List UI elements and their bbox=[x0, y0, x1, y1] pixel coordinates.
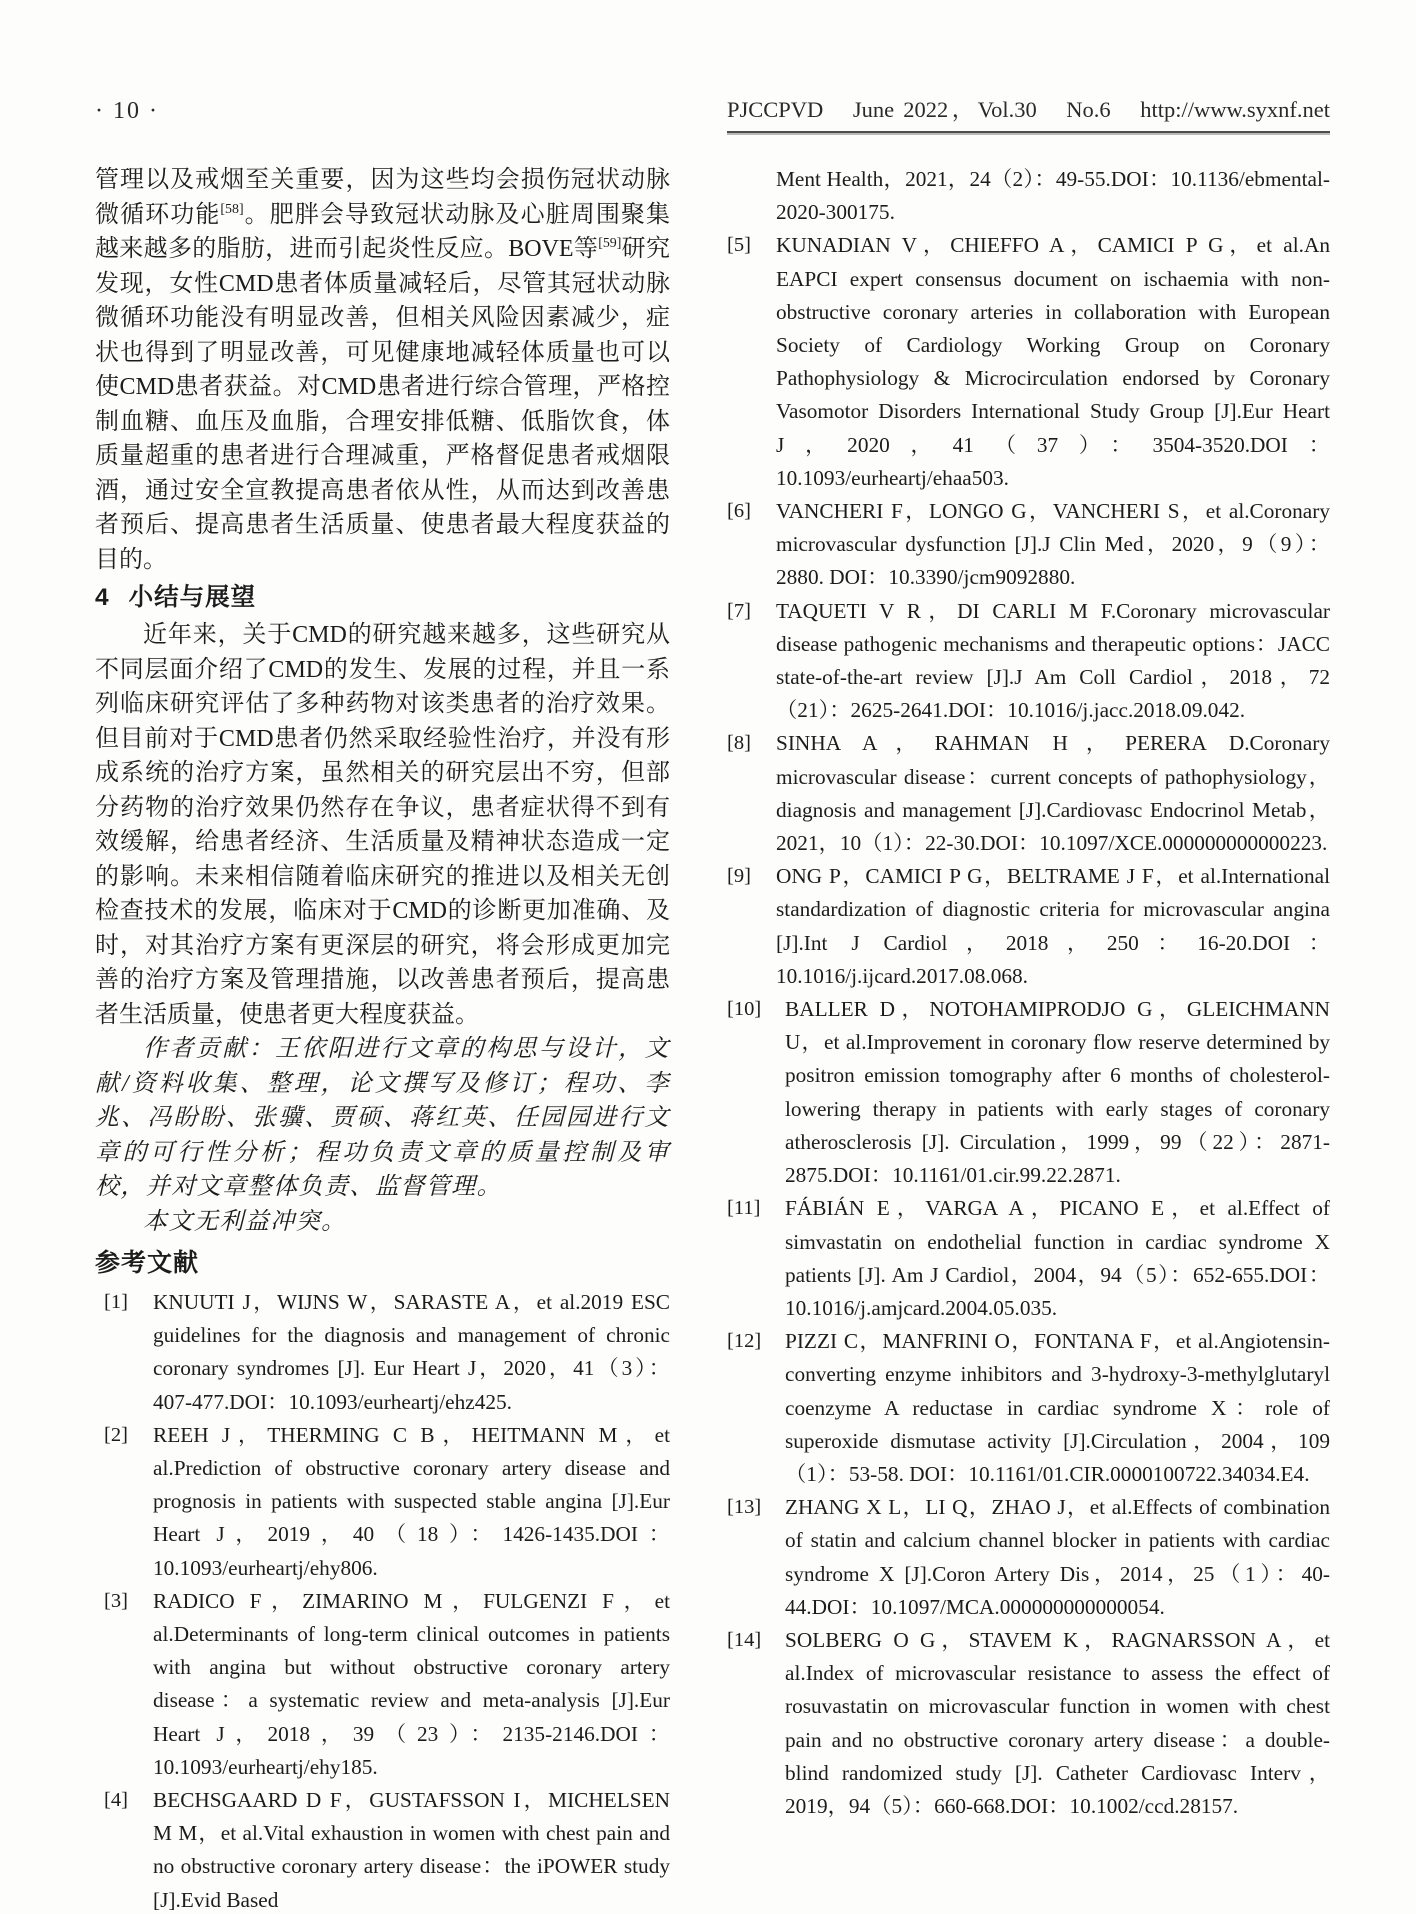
reference-item-3 bbox=[95, 1585, 670, 1784]
reference-text: BALLER D，NOTOHAMIPRODJO G，GLEICHMANN U，et al.Improvement in coronary flow reserve determined by positron emission tomography after 6 months of cholesterol-lowering therapy in patients with early stages of coronary atherosclerosis [J]. Circulation，1999，99（22）：2871-2875.DOI：10.1161/01.cir.99.22.2871. bbox=[785, 997, 1330, 1188]
summary-paragraph: 近年来，关于CMD的研究越来越多，这些研究从不同层面介绍了CMD的发生、发展的过程，并且一系列临床研究评估了多种药物对该类患者的治疗效果。但目前对于CMD患者仍然采取经验性治疗，并没有形成系统的治疗方案，虽然相关的研究层出不穷，但部分药物的治疗效果仍然存在争议，患者症状得不到有效缓解，给患者经济、生活质量及精神状态造成一定的影响。未来相信随着临床研究的推进以及相关无创检查技术的发展，临床对于CMD的诊断更加准确、及时，对其治疗方案有更深层的研究，将会形成更加完善的治疗方案及管理措施，以改善患者预后，提高患者生活质量，使患者更大程度获益。 bbox=[95, 622, 670, 1028]
reference-label: [11] bbox=[727, 1197, 761, 1220]
page-number: · 10 · bbox=[95, 98, 159, 124]
reference-label: [10] bbox=[727, 998, 762, 1021]
right-column bbox=[727, 163, 1330, 1914]
reference-text: ONG P，CAMICI P G，BELTRAME J F，et al.International standardization of diagnostic criteria for microvascular angina [J].Int J Cardiol，2018，250：16-20.DOI：10.1016/j.ijcard.2017.08.068. bbox=[776, 864, 1330, 988]
reference-text: KNUUTI J，WIJNS W，SARASTE A，et al.2019 ESC guidelines for the diagnosis and management of chronic coronary syndromes [J]. Eur Heart J，2020，41（3）：407-477.DOI：10.1093/eurheartj/ehz425. bbox=[153, 1290, 670, 1414]
body-paragraph-continued bbox=[95, 163, 670, 577]
reference-text: Ment Health，2021，24（2）：49-55.DOI：10.1136/ebmental-2020-300175. bbox=[776, 167, 1330, 225]
reference-item-4 bbox=[95, 1784, 670, 1914]
reference-label: [7] bbox=[727, 599, 751, 622]
reference-item-11 bbox=[727, 1192, 1330, 1325]
reference-label: [13] bbox=[727, 1496, 762, 1519]
section-title: 小结与展望 bbox=[128, 584, 257, 611]
reference-text: REEH J，THERMING C B，HEITMANN M，et al.Prediction of obstructive coronary artery disease and prognosis in patients with suspected stable angina [J].Eur Heart J，2019，40（18）：1426-1435.DOI：10.1093/eurheartj/ehy806. bbox=[153, 1422, 670, 1580]
author-contribution-statement: 作者贡献：王依阳进行文章的构思与设计，文献/资料收集、整理，论文撰写及修订；程功、李兆、冯盼盼、张骥、贾硕、蒋红英、任园园进行文章的可行性分析；程功负责文章的质量控制及审校，并对文章整体负责、监督管理。 bbox=[95, 1036, 670, 1200]
references-list-right bbox=[727, 163, 1330, 1823]
paragraph-text: 管理以及戒烟至关重要，因为这些均会损伤冠状动脉微循环功能 bbox=[95, 167, 670, 228]
reference-item-2 bbox=[95, 1419, 670, 1585]
reference-label: [2] bbox=[104, 1423, 128, 1446]
reference-item-8 bbox=[727, 727, 1330, 860]
reference-text: SINHA A，RAHMAN H，PERERA D.Coronary microvascular disease：current concepts of pathophysiology，diagnosis and management [J].Cardiovasc Endocrinol Metab，2021，10（1）：22-30.DOI：10.1097/XCE.000000000000223. bbox=[776, 731, 1330, 856]
page-header bbox=[95, 92, 1330, 133]
reference-item-7 bbox=[727, 595, 1330, 728]
paragraph-text: 研究发现，女性CMD患者体质量减轻后，尽管其冠状动脉微循环功能没有明显改善，但相关风险因素减少，症状也得到了明显改善，可见健康地减轻体质量也可以使CMD患者获益。对CMD患者进行综合管理，严格控制血糖、血压及血脂，合理安排低糖、低脂饮食，体质量超重的患者进行合理减重，严格督促患者戒烟限酒，通过安全宣教提高患者依从性，从而达到改善患者预后、提高患者生活质量、使患者最大程度获益的目的。 bbox=[95, 236, 670, 573]
reference-label: [8] bbox=[727, 732, 751, 755]
reference-text: VANCHERI F，LONGO G，VANCHERI S，et al.Coronary microvascular dysfunction [J].J Clin Med，2020，9（9）：2880. DOI：10.3390/jcm9092880. bbox=[776, 499, 1330, 590]
reference-text: RADICO F，ZIMARINO M，FULGENZI F，et al.Determinants of long-term clinical outcomes in patients with angina but without obstructive coronary artery disease：a systematic review and meta-analysis [J].Eur Heart J，2018，39（23）：2135-2146.DOI：10.1093/eurheartj/ehy185. bbox=[153, 1588, 670, 1779]
reference-label: [12] bbox=[727, 1330, 762, 1353]
reference-text: KUNADIAN V，CHIEFFO A，CAMICI P G，et al.An EAPCI expert consensus document on ischaemia with non-obstructive coronary arteries in collaboration with European Society of Cardiology Working Group on Coronary Pathophysiology & Microcirculation endorsed by Coronary Vasomotor Disorders International Study Group [J].Eur Heart J，2020，41（37）：3504-3520.DOI：10.1093/eurheartj/ehaa503. bbox=[776, 233, 1330, 490]
reference-text: BECHSGAARD D F，GUSTAFSSON I，MICHELSEN M M，et al.Vital exhaustion in women with chest pain and no obstructive coronary artery disease：the iPOWER study [J].Evid Based bbox=[153, 1788, 670, 1912]
reference-item-1 bbox=[95, 1286, 670, 1419]
reference-label: [9] bbox=[727, 865, 751, 888]
section-heading-summary bbox=[95, 579, 670, 617]
reference-item-9 bbox=[727, 860, 1330, 993]
reference-item-4-continuation bbox=[727, 163, 1330, 229]
two-column-layout bbox=[95, 163, 1330, 1914]
reference-text: SOLBERG O G，STAVEM K，RAGNARSSON A，et al.Index of microvascular resistance to assess the effect of rosuvastatin on microvascular function in women with chest pain and no obstructive coronary artery disease：a double-blind randomized study [J]. Catheter Cardiovasc Interv，2019，94（5）：660-668.DOI：10.1002/ccd.28157. bbox=[785, 1627, 1330, 1818]
reference-item-10 bbox=[727, 993, 1330, 1192]
paragraph-text: 。肥胖会导致冠状动脉及心脏周围聚集越来越多的脂肪，进而引起炎性反应。BOVE等 bbox=[95, 201, 671, 262]
reference-item-12 bbox=[727, 1325, 1330, 1491]
reference-item-14 bbox=[727, 1624, 1330, 1823]
reference-text: TAQUETI V R，DI CARLI M F.Coronary microvascular disease pathogenic mechanisms and therapeutic options：JACC state-of-the-art review [J].J Am Coll Cardiol，2018，72（21）：2625-2641.DOI：10.1016/j.jacc.2018.09.042. bbox=[776, 598, 1330, 723]
reference-item-5 bbox=[727, 229, 1330, 495]
reference-label: [6] bbox=[727, 500, 751, 523]
citation-superscript-59: [59] bbox=[598, 236, 622, 251]
references-heading: 参考文献 bbox=[95, 1249, 200, 1277]
reference-text: FÁBIÁN E，VARGA A，PICANO E，et al.Effect of simvastatin on endothelial function in cardiac syndrome X patients [J]. Am J Cardiol，2004，94（5）：652-655.DOI：10.1016/j.amjcard.2004.05.035. bbox=[785, 1196, 1330, 1320]
reference-label: [1] bbox=[104, 1291, 128, 1313]
left-column bbox=[95, 163, 670, 1914]
reference-label: [4] bbox=[104, 1789, 128, 1812]
citation-superscript-58: [58] bbox=[220, 201, 244, 217]
conflict-of-interest-statement: 本文无利益冲突。 bbox=[143, 1208, 347, 1235]
journal-header-info: PJCCPVD June 2022，Vol.30 No.6 http://www.syxnf.net bbox=[727, 92, 1330, 133]
reference-label: [5] bbox=[727, 234, 751, 257]
reference-label: [3] bbox=[104, 1589, 128, 1612]
reference-item-13 bbox=[727, 1491, 1330, 1624]
reference-label: [14] bbox=[727, 1628, 762, 1651]
references-list-left bbox=[95, 1286, 670, 1914]
section-number: 4 bbox=[95, 584, 109, 611]
reference-text: ZHANG X L，LI Q，ZHAO J，et al.Effects of combination of statin and calcium channel blocker in patients with cardiac syndrome X [J].Coron Artery Dis，2014，25（1）：40-44.DOI：10.1097/MCA.000000000000054. bbox=[785, 1495, 1330, 1619]
reference-text: PIZZI C，MANFRINI O，FONTANA F，et al.Angiotensin-converting enzyme inhibitors and 3-hydroxy-3-methylglutaryl coenzyme A reductase in cardiac syndrome X：role of superoxide dismutase activity [J].Circulation，2004，109（1）：53-58. DOI：10.1161/01.CIR.0000100722.34034.E4. bbox=[785, 1329, 1330, 1486]
reference-item-6 bbox=[727, 495, 1330, 595]
